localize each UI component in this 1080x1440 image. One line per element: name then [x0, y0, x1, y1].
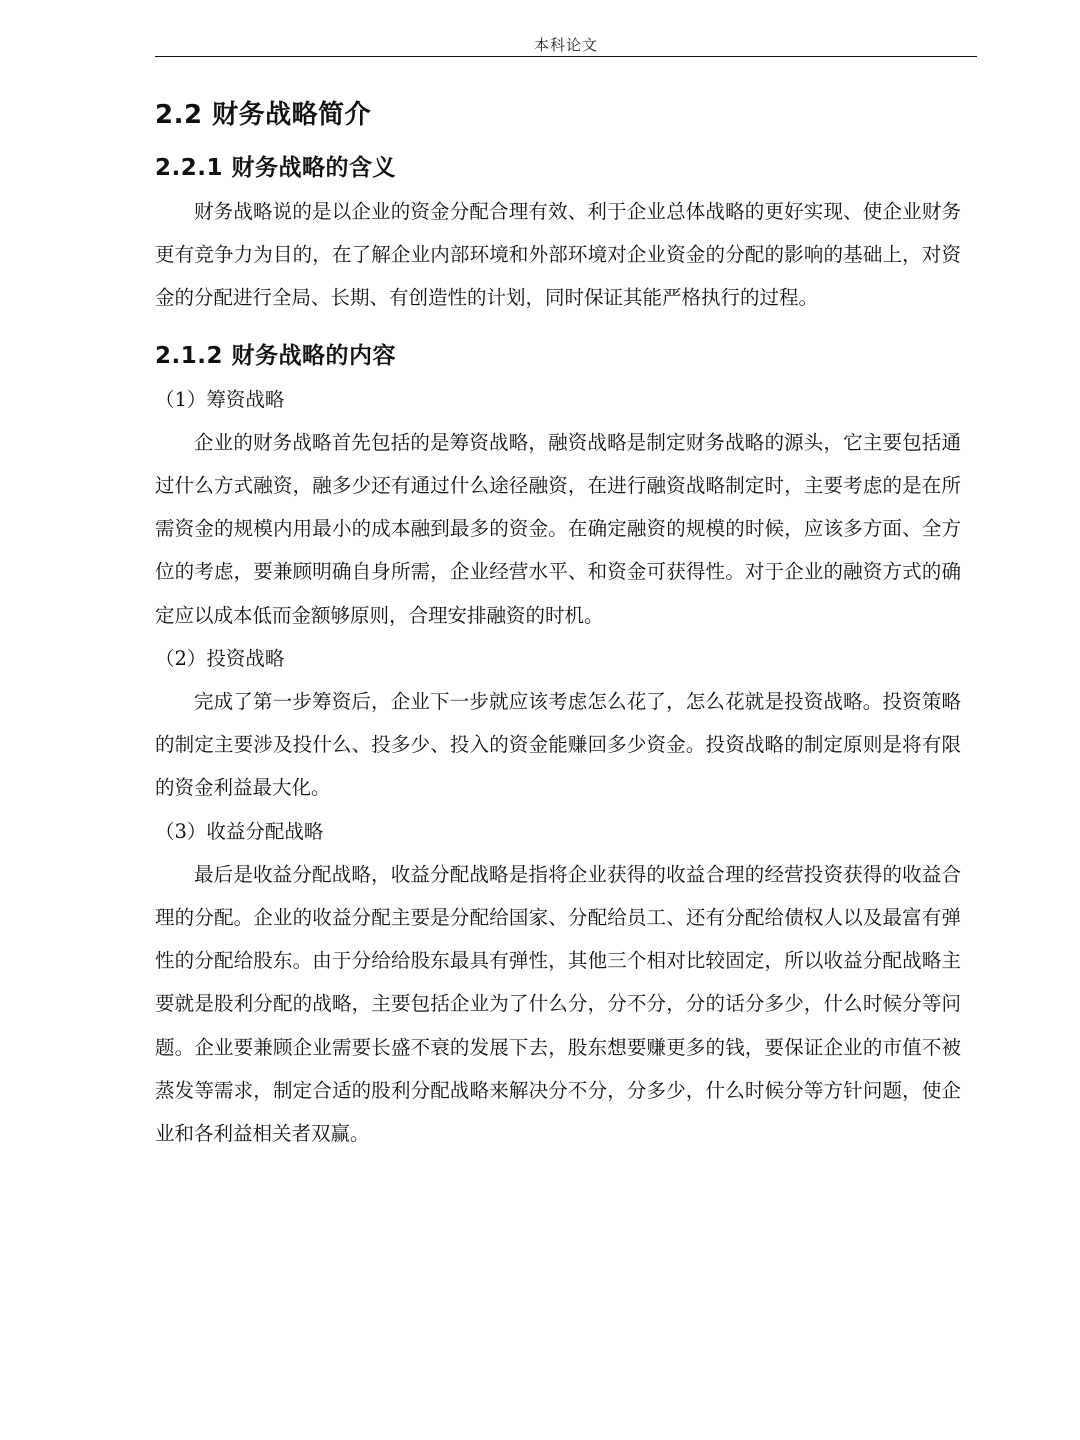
item-paragraph-financing: 企业的财务战略首先包括的是筹资战略，融资战略是制定财务战略的源头，它主要包括通过什么方式融资，融多少还有通过什么途径融资，在进行融资战略制定时，主要考虑的是在所需资金的规模内用最小的成本融到最多的资金。在确定融资的规模的时候，应该多方面、全方位的考虑，要兼顾明确自身所需，企业经营水平、和资金可获得性。对于企业的融资方式的确定应以成本低而金额够原则，合理安排融资的时机。	[155, 430, 961, 627]
item-label-distribution: （3）收益分配战略	[155, 819, 324, 843]
subsection-heading-meaning: 2.2.1 财务战略的含义	[155, 155, 396, 181]
section-heading: 2.2 财务战略简介	[155, 100, 372, 130]
spacer	[155, 320, 961, 326]
meaning-paragraph: 财务战略说的是以企业的资金分配合理有效、利于企业总体战略的更好实现、使企业财务更有竞争力为目的，在了解企业内部环境和外部环境对企业资金的分配的影响的基础上，对资金的分配进行全局、长期、有创造性的计划，同时保证其能严格执行的过程。	[155, 200, 961, 310]
item-label-investment: （2）投资战略	[155, 646, 285, 670]
subsection-heading-content: 2.1.2 财务战略的内容	[155, 342, 396, 369]
running-header: 本科论文	[533, 36, 598, 54]
item-paragraph-investment: 完成了第一步筹资后，企业下一步就应该考虑怎么花了，怎么花就是投资战略。投资策略的制定主要涉及投什么、投多少、投入的资金能赚回多少资金。投资战略的制定原则是将有限的资金利益最大化。	[155, 690, 961, 800]
document-page	[155, 0, 977, 1440]
item-label-financing: （1）筹资战略	[155, 387, 285, 411]
item-paragraph-distribution: 最后是收益分配战略，收益分配战略是指将企业获得的收益合理的经营投资获得的收益合理的分配。企业的收益分配主要是分配给国家、分配给员工、还有分配给债权人以及最富有弹性的分配给股东。由于分给给股东最具有弹性，其他三个相对比较固定，所以收益分配战略主要就是股利分配的战略，主要包括企业为了什么分，分不分，分的话分多少，什么时候分等问题。企业要兼顾企业需要长盛不衰的发展下去，股东想要赚更多的钱，要保证企业的市值不被蒸发等需求，制定合适的股利分配战略来解决分不分，分多少，什么时候分等方针问题，使企业和各利益相关者双赢。	[155, 862, 961, 1146]
page-content	[155, 92, 961, 1155]
header-rule	[155, 56, 977, 57]
